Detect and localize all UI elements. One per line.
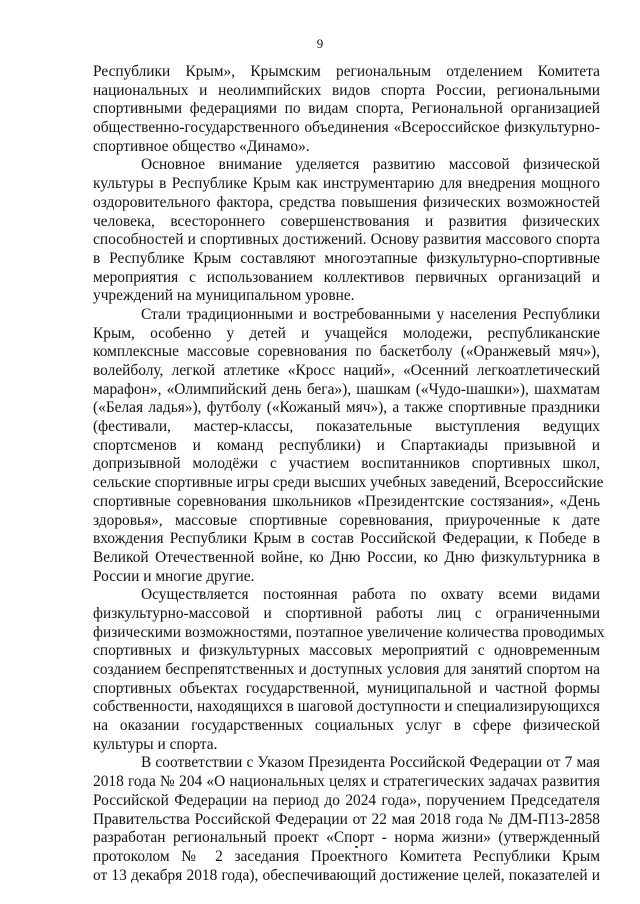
- text-line: допризывной молодёжи с участием воспитанников спортивных школ,: [93, 455, 600, 473]
- text-line: учреждений на муниципальном уровне.: [93, 287, 355, 305]
- text-line: спортивные соревнования школьников «Президентские состязания», «День: [93, 492, 600, 510]
- text-line: спортивных объектах государственной, муниципальной и частной формы: [93, 679, 600, 697]
- text-line: комплексные массовые соревнования по баскетболу («Оранжевый мяч»),: [93, 343, 600, 361]
- text-line: Основное внимание уделяется развитию массовой физической: [141, 156, 600, 174]
- scan-speck: [355, 846, 358, 848]
- text-line: В соответствии с Указом Президента Российской Федерации от 7 мая: [141, 754, 600, 772]
- text-line: марафон», «Олимпийский день бега»), шашкам («Чудо-шашки»), шахматам: [93, 380, 600, 398]
- text-line: Великой Отечественной войне, ко Дню России, ко Дню физкультурника в: [93, 548, 600, 566]
- text-line: оздоровительного фактора, средства повышения физических возможностей: [93, 193, 600, 211]
- text-line: от 13 декабря 2018 года), обеспечивающий достижение целей, показателей и: [93, 866, 600, 884]
- page-number: 9: [316, 36, 324, 51]
- text-line: («Белая ладья»), футболу («Кожаный мяч»), а также спортивные праздники: [93, 399, 600, 417]
- text-line: способностей и спортивных достижений. Основу развития массового спорта: [93, 231, 600, 249]
- text-line: физическими возможностями, поэтапное увеличение количества проводимых: [93, 623, 605, 641]
- text-line: России и многие другие.: [93, 567, 255, 585]
- text-line: разработан региональный проект «Спорт - норма жизни» (утвержденный: [93, 829, 600, 847]
- text-line: (фестивали, мастер-классы, показательные выступления ведущих: [93, 418, 600, 436]
- text-line: волейболу, легкой атлетике «Кросс наций», «Осенний легкоатлетический: [93, 362, 600, 379]
- text-line: спортивное общество «Динамо».: [93, 137, 310, 155]
- paragraph-4: [93, 586, 605, 754]
- text-line: Российской Федерации на период до 2024 года», поручением Председателя: [93, 791, 600, 809]
- paragraph-3: [93, 305, 604, 586]
- text-line: Крым, особенно у детей и учащейся молодежи, республиканские: [93, 324, 600, 342]
- text-line: на оказании государственных социальных услуг в сфере физической: [93, 717, 600, 735]
- paragraph-2: [93, 156, 600, 306]
- text-line: Правительства Российской Федерации от 22 мая 2018 года № ДМ-П13-2858: [93, 810, 600, 828]
- document-body: [93, 63, 605, 885]
- text-line: культуры в Республике Крым как инструментарию для внедрения мощного: [93, 175, 600, 193]
- text-line: национальных и неолимпийских видов спорта России, региональными: [93, 81, 600, 99]
- text-line: человека, всестороннего совершенствования и развития физических: [93, 212, 600, 230]
- text-line: 2018 года № 204 «О национальных целях и стратегических задачах развития: [93, 773, 600, 791]
- text-line: Стали традиционными и востребованными у населения Республики: [141, 305, 600, 323]
- text-line: культуры и спорта.: [93, 735, 218, 753]
- text-line: спортсменов и команд республики) и Спартакиады призывной и: [93, 436, 600, 454]
- text-line: сельские спортивные игры среди высших учебных заведений, Всероссийские: [93, 474, 604, 492]
- text-line: общественно-государственного объединения «Всероссийское физкультурно-: [93, 119, 600, 137]
- text-line: здоровья», массовые спортивные соревнования, приуроченные к дате: [93, 511, 600, 529]
- text-line: физкультурно-массовой и спортивной работы лиц с ограниченными: [93, 604, 600, 622]
- text-line: созданием беспрепятственных и доступных условия для занятий спортом на: [93, 661, 600, 678]
- text-line: спортивными федерациями по видам спорта, Региональной организацией: [93, 100, 600, 118]
- text-line: вхождения Республики Крым в состав Российской Федерации, к Победе в: [93, 530, 600, 548]
- text-line: собственности, находящихся в шаговой доступности и специализирующихся: [93, 698, 600, 716]
- text-line: мероприятия с использованием коллективов первичных организаций и: [93, 268, 600, 286]
- text-line: в Республике Крым составляют многоэтапные физкультурно-спортивные: [93, 249, 600, 267]
- paragraph-5: [93, 754, 600, 885]
- text-line: Республики Крым», Крымским региональным отделением Комитета: [93, 63, 600, 80]
- text-line: протоколом № 2 заседания Проектного Комитета Республики Крым: [93, 847, 600, 865]
- paragraph-1: [93, 63, 600, 156]
- text-line: Осуществляется постоянная работа по охвату всеми видами: [141, 586, 600, 604]
- text-line: спортивных и физкультурных массовых мероприятий с одновременным: [93, 642, 600, 660]
